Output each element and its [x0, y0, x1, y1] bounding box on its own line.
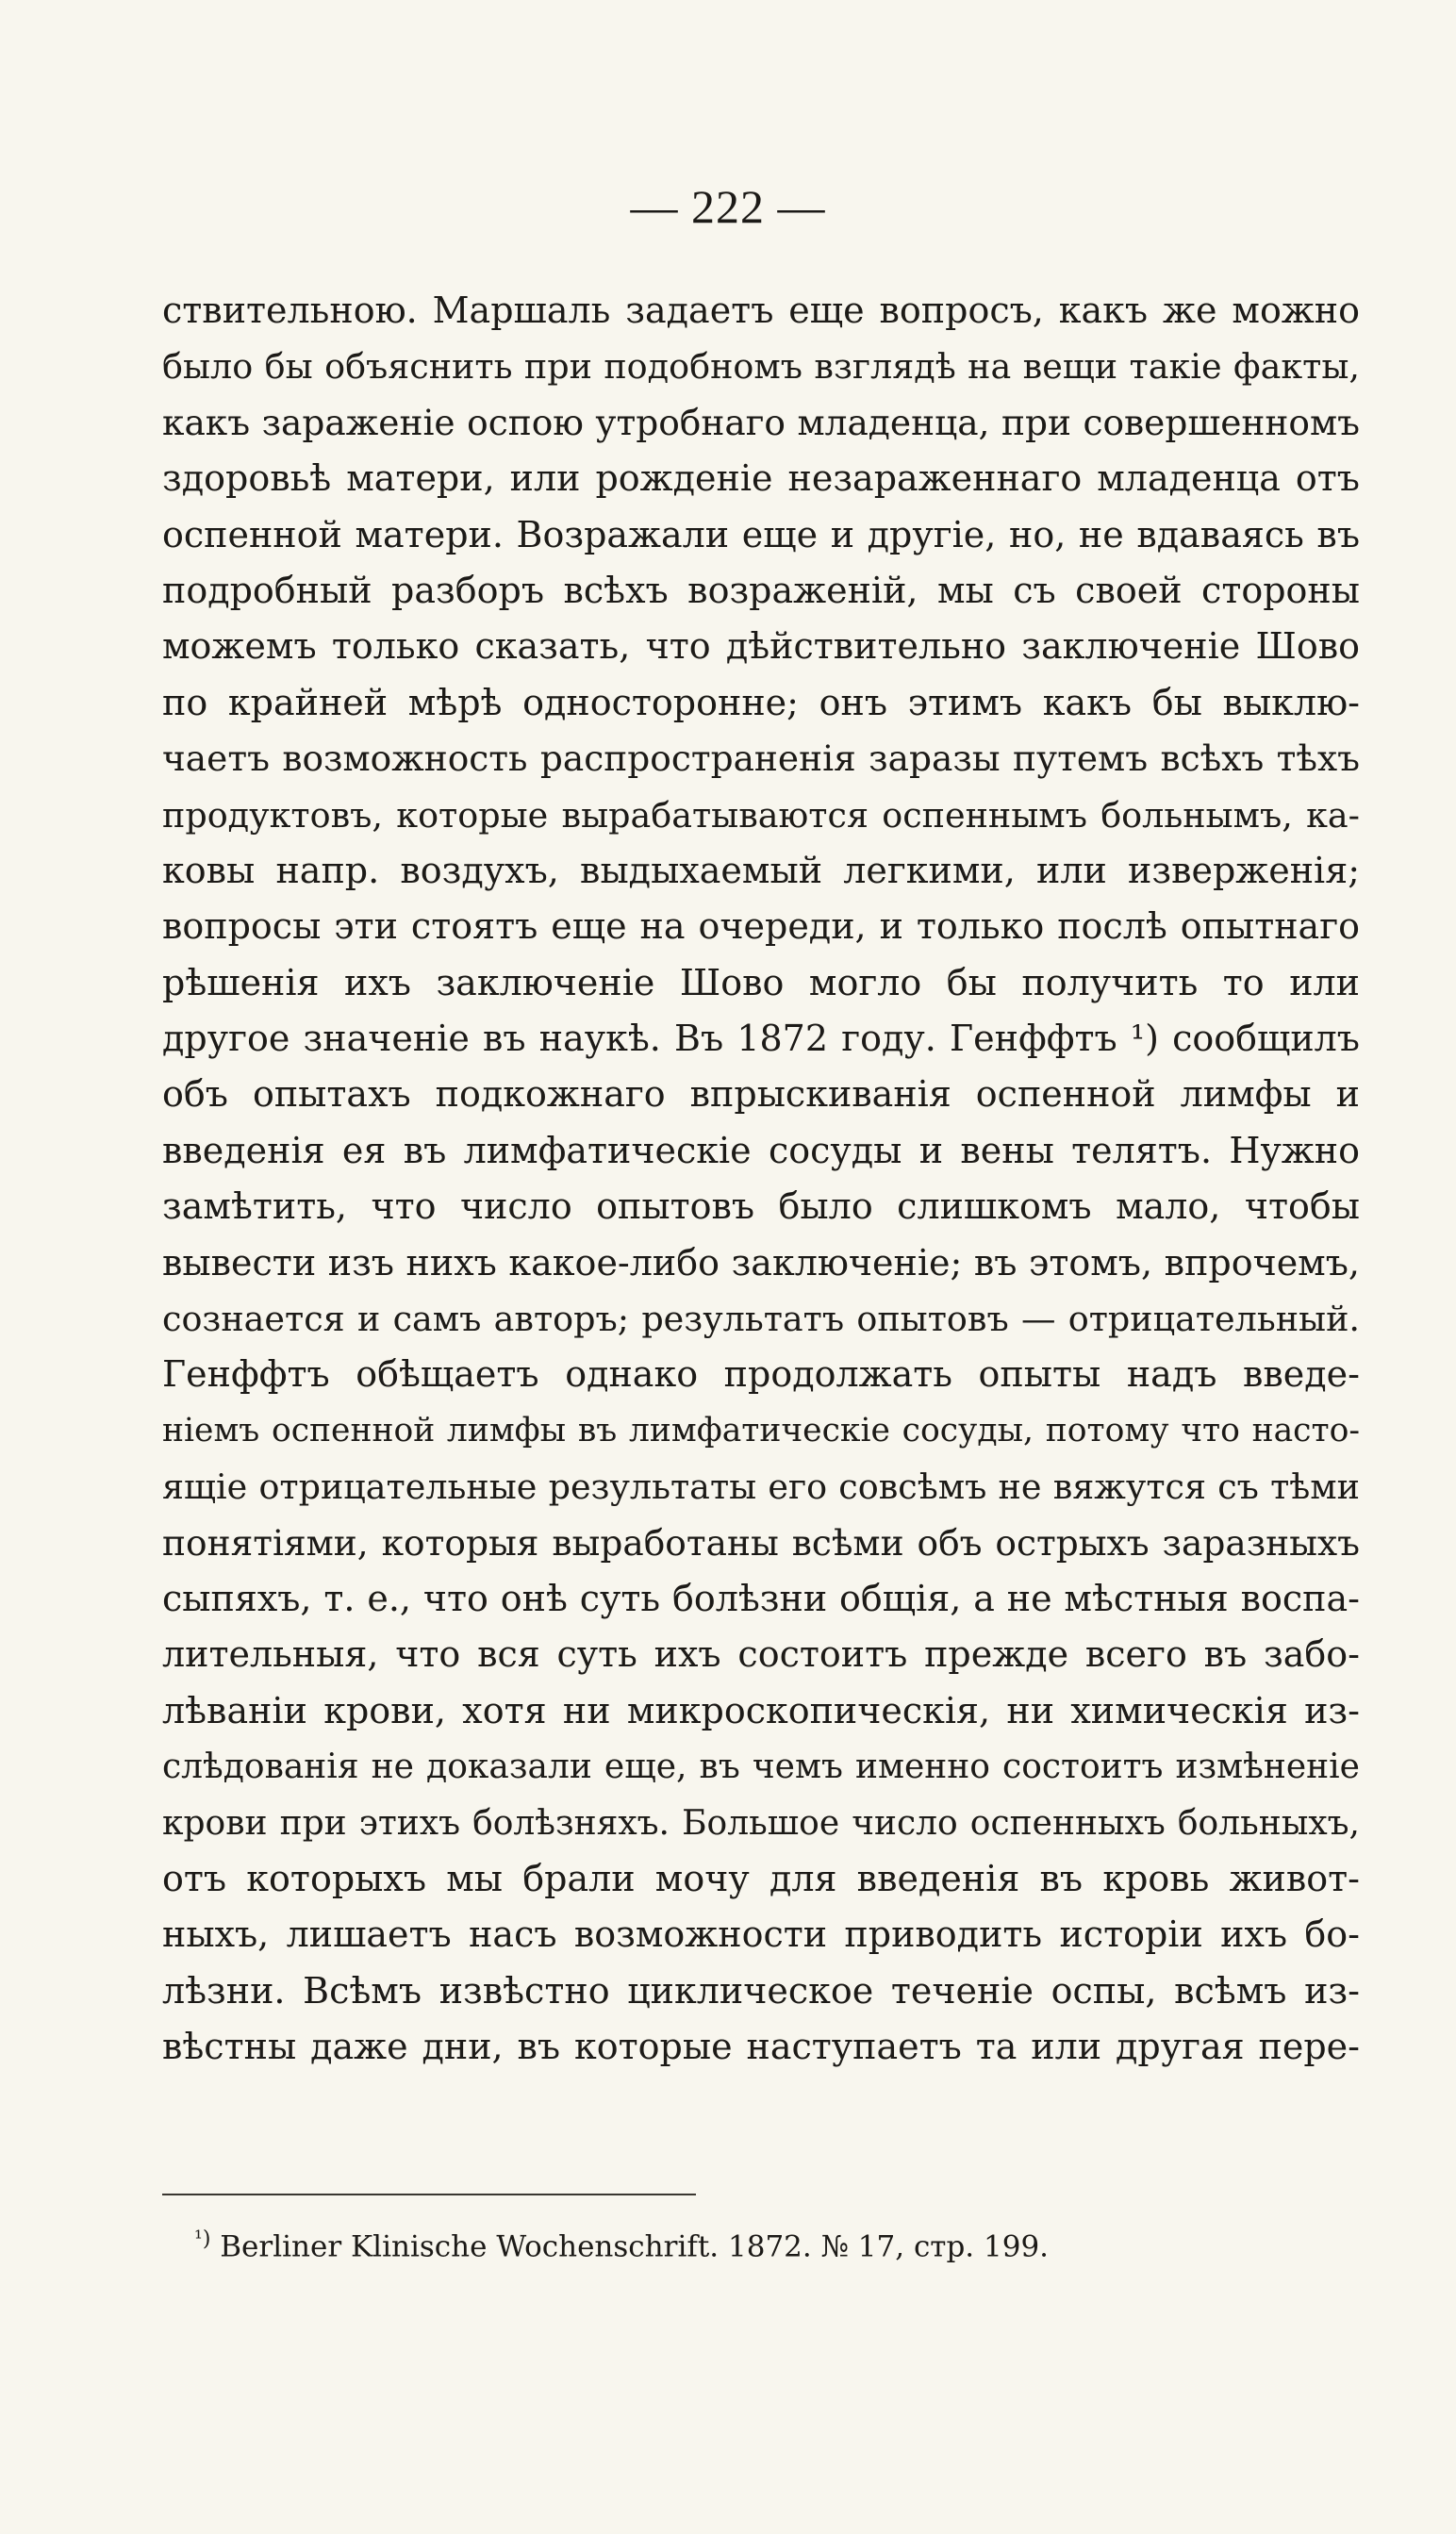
text-line: оспенной матери. Возражали еще и другіе, но, не вдаваясь въ — [162, 513, 1360, 555]
footnote-divider — [162, 2194, 696, 2195]
text-line: крови при этихъ болѣзняхъ. Большое число оспенныхъ больныхъ, — [162, 1803, 1360, 1843]
text-line: понятіями, которыя выработаны всѣми объ острыхъ заразныхъ — [162, 1521, 1360, 1564]
text-line: сыпяхъ, т. е., что онѣ суть болѣзни общія, а не мѣстныя воспа- — [162, 1577, 1360, 1619]
footnote-text: Berliner Klinische Wochenschrift. 1872. № 17, стр. 199. — [220, 2229, 1050, 2264]
page-number: — 222 — — [630, 180, 826, 233]
text-line: объ опытахъ подкожнаго впрыскиванія оспенной лимфы и — [162, 1073, 1360, 1116]
footnote — [194, 2221, 1049, 2265]
text-line: вывести изъ нихъ какое-либо заключеніе; въ этомъ, впрочемъ, — [162, 1241, 1360, 1284]
text-line: слѣдованія не доказали еще, въ чемъ именно состоитъ измѣненіе — [162, 1747, 1360, 1787]
text-line: ствительною. Маршаль задаетъ еще вопросъ, какъ же можно — [162, 290, 1360, 331]
text-line: рѣшенія ихъ заключеніе Шово могло бы получить то или — [162, 961, 1360, 1003]
text-line: замѣтить, что число опытовъ было слишкомъ мало, чтобы — [162, 1185, 1360, 1228]
text-line: какъ зараженіе оспою утробнаго младенца, при совершенномъ — [162, 401, 1360, 443]
text-line: ніемъ оспенной лимфы въ лимфатическіе сосуды, потому что насто- — [162, 1411, 1360, 1449]
text-line: лѣваніи крови, хотя ни микроскопическія, ни химическія из- — [162, 1689, 1360, 1731]
text-line: лѣзни. Всѣмъ извѣстно циклическое теченіе оспы, всѣмъ из- — [162, 1969, 1360, 2012]
text-line: отъ которыхъ мы брали мочу для введенія въ кровь живот- — [162, 1857, 1360, 1899]
text-line: лительныя, что вся суть ихъ состоитъ прежде всего въ забо- — [162, 1633, 1360, 1676]
text-line: можемъ только сказать, что дѣйствительно заключеніе Шово — [162, 625, 1360, 668]
body-text — [162, 283, 1360, 2076]
text-line: было бы объяснить при подобномъ взглядѣ на вещи такіе факты, — [162, 346, 1360, 388]
text-line: здоровьѣ матери, или рожденіе незараженнаго младенца отъ — [162, 457, 1360, 500]
text-line: Генффтъ обѣщаетъ однако продолжать опыты надъ введе- — [162, 1353, 1360, 1396]
text-line: ковы напр. воздухъ, выдыхаемый легкими, или изверженія; — [162, 849, 1360, 891]
text-line: чаетъ возможность распространенія заразы путемъ всѣхъ тѣхъ — [162, 737, 1360, 780]
text-line: подробный разборъ всѣхъ возраженій, мы съ своей стороны — [162, 569, 1360, 611]
text-line: введенія ея въ лимфатическіе сосуды и вены телятъ. Нужно — [162, 1129, 1360, 1171]
text-line: по крайней мѣрѣ односторонне; онъ этимъ какъ бы выклю- — [162, 681, 1360, 723]
footnote-marker: ¹) — [194, 2228, 211, 2251]
text-line: сознается и самъ авторъ; результатъ опытовъ — отрицательный. — [162, 1299, 1360, 1340]
text-line: другое значеніе въ наукѣ. Въ 1872 году. Генффтъ ¹) сообщилъ — [162, 1018, 1360, 1060]
text-line: вопросы эти стоятъ еще на очереди, и только послѣ опытнаго — [162, 905, 1360, 948]
text-line: продуктовъ, которые вырабатываются оспеннымъ больнымъ, ка- — [162, 794, 1360, 836]
text-line: ящіе отрицательные результаты его совсѣмъ не вяжутся съ тѣми — [162, 1466, 1360, 1508]
text-line: вѣстны даже дни, въ которые наступаетъ та или другая пере- — [162, 2026, 1360, 2068]
text-line: ныхъ, лишаетъ насъ возможности приводить исторіи ихъ бо- — [162, 1913, 1360, 1956]
